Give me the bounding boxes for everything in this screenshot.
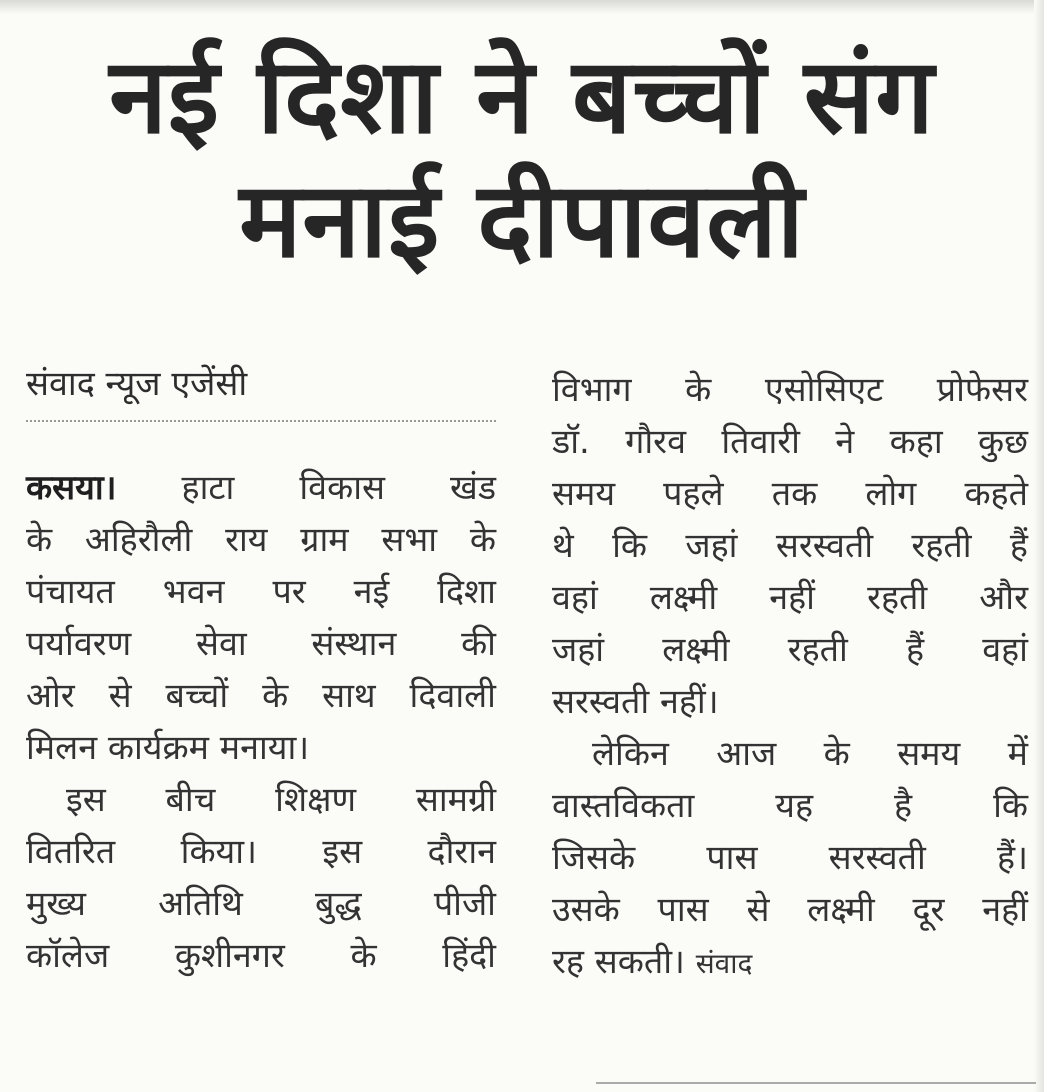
right-line-final <box>552 936 1028 988</box>
headline-line-2: मनाई दीपावली <box>239 159 805 281</box>
left-line: पर्यावरण सेवा संस्थान की <box>26 624 496 664</box>
right-line: उसके पास से लक्ष्मी दूर नहीं <box>552 890 1028 930</box>
right-line: सरस्वती नहीं। <box>552 682 719 722</box>
byline: संवाद न्यूज एजेंसी <box>26 364 248 404</box>
left-line: कॉलेज कुशीनगर के हिंदी <box>26 936 496 976</box>
left-line: पंचायत भवन पर नई दिशा <box>26 572 496 612</box>
dateline: कसया। <box>26 468 117 508</box>
headline-line-1: नई दिशा ने बच्चों संग <box>109 35 935 157</box>
right-line: डॉ. गौरव तिवारी ने कहा कुछ <box>552 422 1028 462</box>
right-line: वहां लक्ष्मी नहीं रहती और <box>552 578 1028 618</box>
left-line-1-text: हाटा विकास खंड <box>181 468 497 508</box>
right-line-final-text: रह सकती। <box>552 942 685 982</box>
right-line: लेकिन आज के समय में <box>592 734 1028 774</box>
left-column <box>26 360 496 982</box>
right-line: विभाग के एसोसिएट प्रोफेसर <box>552 370 1028 410</box>
left-line: के अहिरौली राय ग्राम सभा के <box>26 520 496 560</box>
right-line: थे कि जहां सरस्वती रहती हैं <box>552 526 1028 566</box>
left-line: मुख्य अतिथि बुद्ध पीजी <box>26 884 496 924</box>
byline-divider <box>26 420 496 422</box>
right-line: जहां लक्ष्मी रहती हैं वहां <box>552 630 1028 670</box>
right-line: जिसके पास सरस्वती हैं। <box>552 838 1028 878</box>
right-line: समय पहले तक लोग कहते <box>552 474 1028 514</box>
left-line: इस बीच शिक्षण सामग्री <box>66 780 496 820</box>
left-line: वितरित किया। इस दौरान <box>26 832 496 872</box>
page-top-edge <box>0 0 1044 14</box>
left-line: ओर से बच्चों के साथ दिवाली <box>26 676 496 716</box>
left-line: मिलन कार्यक्रम मनाया। <box>26 728 310 768</box>
right-line: वास्तविकता यह है कि <box>552 786 1028 826</box>
left-line-1 <box>26 462 496 514</box>
article-headline <box>0 34 1044 282</box>
bottom-divider <box>596 1082 1036 1084</box>
credit-tag: संवाद <box>695 947 753 980</box>
right-column <box>552 364 1028 988</box>
